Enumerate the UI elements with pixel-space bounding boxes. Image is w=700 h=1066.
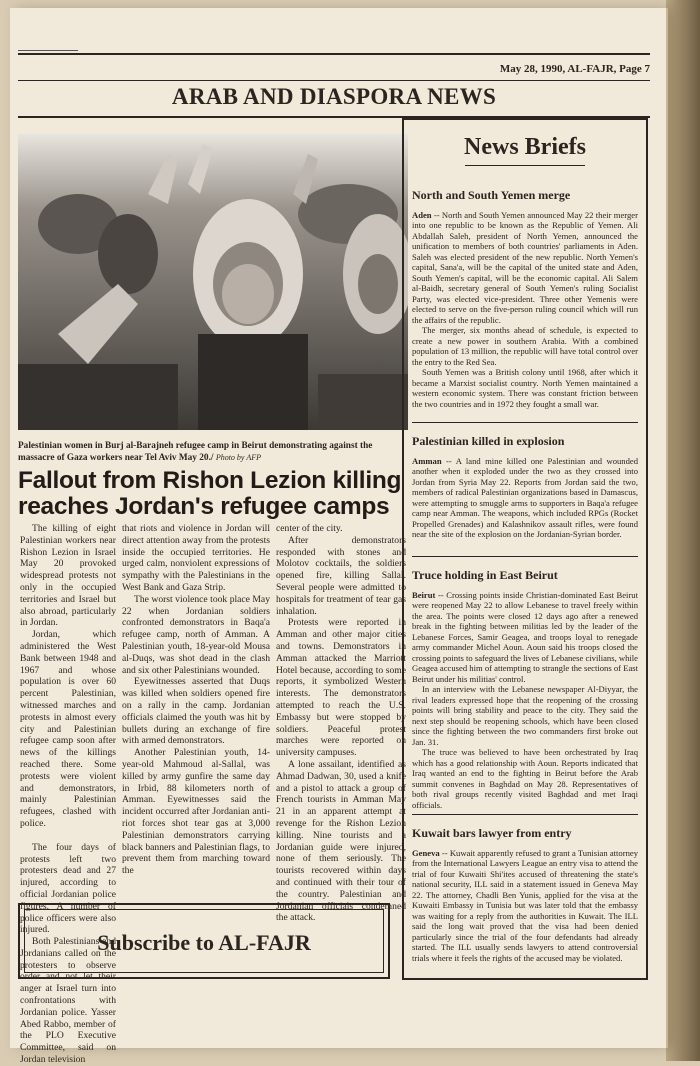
brief-divider — [412, 814, 638, 815]
news-briefs-box — [402, 118, 648, 980]
brief-divider — [412, 422, 638, 423]
photo-credit: Photo by AFP — [215, 452, 261, 462]
brief-paragraph: In an interview with the Lebanese newspaper Al-Diyyar, the rival leaders expressed hope that the reopening of the crossing points will bring stability and peace to the city. They said the next step should be reopening schools, which have been closed since the fighting between the two commanders first broke out Jan. 31. — [412, 684, 638, 747]
brief-headline: Truce holding in East Beirut — [412, 568, 558, 582]
paragraph: Eyewitnesses asserted that Duqs was killed when soldiers opened fire on a rally in the camp. Jordanian officials claimed the youth was hit by bullets during an exchange of fire with armed demonstrators. — [122, 676, 270, 747]
brief-headline: Kuwait bars lawyer from entry — [412, 826, 572, 840]
paragraph: center of the city. — [276, 523, 343, 534]
brief-headline: Palestinian killed in explosion — [412, 434, 565, 448]
main-headline: Fallout from Rishon Lezion killing reaches Jordan's refugee camps — [18, 467, 402, 521]
brief-paragraph: Aden -- North and South Yemen announced May 22 their merger into one republic to be known as the Republic of Yemen. Ali Abdallah Saleh, president of North Yemen, announced the unification to members of both countries' parliaments in Aden. Saleh was elected president of the new republic. North Yemen's capital, Sana'a, will be the capital of the united state and Aden, South Yemen's capital, will be the economic capital. Ali Salem al-Baidh, secretary general of South Yemen's ruling Socialist Party, was elected vice-president. Three other Yemenis were elected to serve on the five-person ruling council which will run the affairs of the republic. — [412, 210, 638, 325]
brief-paragraph: Beirut -- Crossing points inside Christian-dominated East Beirut were reopened May 22 to allow Lebanese to travel freely within the area. The points were closed 12 days ago after a renewed break in the fighting between militias led by the leader of the Lebanese Forces, Samir Geagea, and troops loyal to renegade army commander Michel Aoun. Aoun said his troops closed the crossing points to safeguard the lives of Lebanese civilians, while Geagea accused him of attempting to strangle the sections of East Beirut under his militias' control. — [412, 590, 638, 684]
brief-dateline: Geneva — [412, 848, 440, 858]
title-underline — [465, 165, 585, 166]
paragraph: The four days of protests left two protesters dead and 27 injured, according to official Jordanian police figures. A number of police officers were also injured. — [20, 841, 116, 936]
brief-paragraph: The truce was believed to have been orchestrated by Iraq which has a good relationship with Aoun. Reports indicated that Iraq wanted an end to the fighting in Beirut before the Arab summit convenes in Baghdad on May 28. Representatives of both rival groups recently visited Baghdad and met Iraqi officials. — [412, 747, 638, 810]
brief-yemen — [412, 188, 638, 409]
photo-illustration — [18, 134, 408, 430]
paragraph: After demonstrators responded with stones and Molotov cocktails, the soldiers opened fire, killing Sallal. Several people were admitted to hospitals for treatment of tear gas inhalation. — [276, 534, 406, 617]
dateline-text: May 28, 1990, AL-FAJR, Page 7 — [499, 63, 650, 75]
brief-explosion — [412, 434, 638, 540]
brief-text: North and South Yemen announced May 22 their merger into one republic to be known as the Republic of Yemen. Ali Abdallah Saleh, president of North Yemen, announced the unification to members of both countries' parliaments in Aden. Saleh was elected president of the new republic. North Yemen's capital, Sana'a, will be the capital of the united state and Aden, South Yemen's capital, will be the economic capital. Ali Salem al-Baidh, secretary general of South Yemen's ruling Socialist Party, was elected vice-president. Three other Yemenis were elected to serve on the five-person ruling council which will run the affairs of the republic. — [412, 210, 638, 325]
subscribe-label: Subscribe to AL-FAJR — [97, 930, 311, 955]
brief-dateline: Amman — [412, 456, 442, 466]
brief-paragraph: Geneva -- Kuwait apparently refused to grant a Tunisian attorney from the International Lawyers League an entry visa to attend the trial of four Kuwaiti Shi'ites accused of threatening the state's national security, ILL said in a statement issued in Geneva May 22. The attorney, Chadli Ben Yunis, applied for the visa at the Kuwaiti Embassy in Tunisia but was later told that the embassy was waiting for a reply from the authorities in Kuwait. The ILL said the long wait proved that the visa had been denied particularly since the trial of the four defendants had already started. The ILL usually sends lawyers to attend controversial trials where it feels the rights of the accused may be violated. — [412, 848, 638, 963]
book-binding — [666, 0, 700, 1061]
paragraph: Protests were reported in Amman and other major cities and towns. Demonstrators in Amman attacked the Marriott Hotel because, according to some reports, it symbolized Western interests. The demonstrators attempted to reach the U.S. Embassy but were stopped by soldiers. Peaceful protest marches were reported on university campuses. — [276, 617, 406, 759]
story-column-3 — [276, 523, 406, 924]
page-dateline — [18, 58, 650, 81]
brief-headline: North and South Yemen merge — [412, 188, 571, 202]
brief-text: Crossing points inside Christian-dominated East Beirut were reopened May 22 to allow Lebanese to travel freely within the area. The points were closed 12 days ago after a renewed break in the fighting between militias led by the leader of the Lebanese Forces, Samir Geagea, and troops loyal to renegade army commander Michel Aoun. Aoun said his troops closed the crossing points to safeguard the lives of Lebanese civilians, while Geagea accused him of attempting to strangle the sections of East Beirut under his militias' control. — [412, 590, 638, 684]
top-rule-thin — [18, 50, 78, 51]
brief-divider — [412, 556, 638, 557]
brief-dateline: Aden — [412, 210, 432, 220]
brief-text: Kuwait apparently refused to grant a Tunisian attorney from the International Lawyers League an entry visa to attend the trial of four Kuwaiti Shi'ites accused of threatening the state's national security, ILL said in a statement issued in Geneva May 22. The attorney, Chadli Ben Yunis, applied for the visa at the Kuwaiti Embassy in Tunisia but was later told that the embassy was waiting for a reply from the authorities in Kuwait. The ILL said the long wait proved that the visa had been denied particularly since the trial of the four defendants had already started. The ILL usually sends lawyers to attend controversial trials where it feels the rights of the accused may be violated. — [412, 848, 638, 963]
news-photo — [18, 134, 408, 430]
paragraph: The worst violence took place May 22 when Jordanian soldiers confronted demonstrators in Baqa'a refugee camp, north of Amman. A Palestinian youth, 18-year-old Mousa al-Duqs, was shot dead in the clash and six other Palestinians wounded. — [122, 593, 270, 676]
paragraph: Jordan, which administered the West Bank between 1948 and 1967 and whose population is over 60 percent Palestinian, witnessed marches and protests in almost every city and Palestinian refugee camp soon after news of the killings reached there. Some protests were violent and demonstrators, mainly Palestinian refugees, clashed with police. — [20, 629, 116, 829]
subscribe-banner — [18, 903, 390, 979]
paragraph: Both Palestinians and Jordanians called on the protesters to observe order and not let their anger at Israel turn into confrontations with Jordanian police. Yasser Abed Rabbo, member of the PLO Executive Committee, said on Jordan television — [20, 936, 116, 1066]
brief-paragraph: Amman -- A land mine killed one Palestinian and wounded another when it exploded under the two as they crossed into Jordan from Syria May 22. Reports from Jordan said the two, members of radical Palestinian organizations based in Damascus, were attempting to smuggle arms to supporters in Baqa'a refugee camp near Amman. The weapons, which included RPGs (Rocket Propelled Grenades) and Kalashnikov assault rifles, were found near the site of the explosion on the Jordanian-Syrian border. — [412, 456, 639, 540]
paragraph: Another Palestinian youth, 14-year-old Mahmoud al-Sallal, was killed by army gunfire the same day in Irbid, 88 kilometers north of Amman. Eyewitnesses said the incident occurred after Jordanian anti-riot forces shot tear gas at 3,000 Palestinian demonstrators carrying black banners and Palestinian flags, to prevent them from marching toward the — [122, 747, 270, 877]
top-rule — [18, 53, 650, 55]
newspaper-page — [10, 8, 666, 1066]
brief-kuwait — [412, 826, 638, 963]
brief-beirut — [412, 568, 638, 810]
news-briefs-title: News Briefs — [464, 134, 586, 160]
section-title: ARAB AND DIASPORA NEWS — [18, 84, 650, 118]
photo-caption — [18, 441, 410, 464]
story-column-1 — [20, 523, 116, 1066]
paragraph: that riots and violence in Jordan will direct attention away from the protests inside the occupied territories. He urged calm, nonviolent expressions of sympathy with the Palestinians in the West Bank and Gaza Strip. — [122, 523, 270, 593]
brief-text: A land mine killed one Palestinian and wounded another when it exploded under the two as they crossed into Jordan from Syria May 22. Reports from Jordan said the two, members of radical Palestinian organizations based in Damascus, were attempting to smuggle arms to supporters in Baqa'a refugee camp near Amman. The weapons, which included RPGs (Rocket Propelled Grenades) and Kalashnikov assault rifles, were found near the site of the explosion on the Jordanian-Syrian border. — [412, 456, 639, 540]
brief-dateline: Beirut — [412, 590, 436, 600]
paragraph: The killing of eight Palestinian workers near Rishon Lezion in Israel May 20 provoked widespread protests not only in the occupied territories and Israel but also abroad, particularly in Jordan. — [20, 523, 116, 629]
brief-paragraph: South Yemen was a British colony until 1968, after which it became a Marxist socialist country. North Yemen maintained a western economic system. There was constant friction between the two countries and in 1972 they fought a small war. — [412, 367, 638, 409]
story-column-2 — [122, 523, 270, 877]
caption-text: Palestinian women in Burj al-Barajneh refugee camp in Beirut demonstrating against the massacre of Gaza workers near Tel Aviv May 20./ — [18, 441, 373, 463]
brief-paragraph: The merger, six months ahead of schedule, is expected to create a new power in southern Arabia. With a combined population of 13 million, the republic will have total control over the entry to the Red Sea. — [412, 325, 638, 367]
paragraph: A lone assailant, identified as Ahmad Dadwan, 30, used a knife and a pistol to attack a group of French tourists in Amman May 21 in an apparent attempt at revenge for the Rishon Lezion killing. Nine tourists and a Jordanian guide were injured, none of them seriously. The tourists recovered within days and continued with their tour of the country. Palestinian and Jordanian officials condemned the attack. — [276, 758, 406, 924]
